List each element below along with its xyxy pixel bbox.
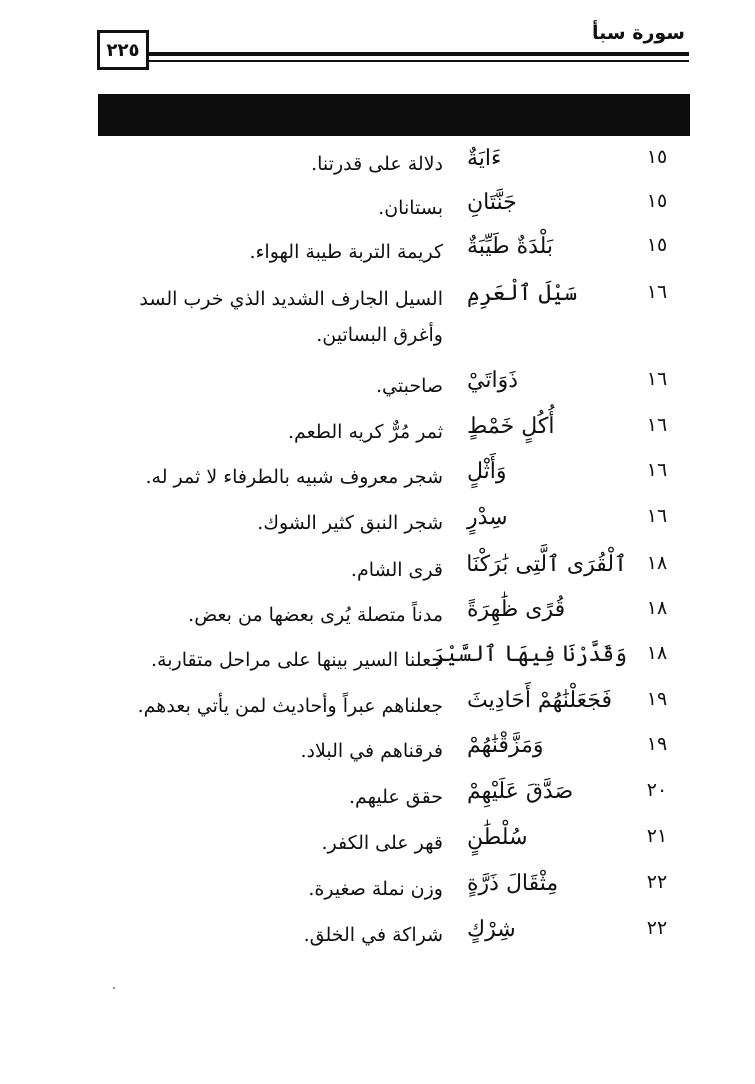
surah-title: سورة سبأ [592, 22, 685, 44]
quran-word: سُلْطَٰنٍ [467, 825, 528, 850]
word-meaning: قهر على الكفر. [321, 832, 443, 854]
quran-word: ذَوَاتَيْ [467, 368, 518, 393]
table-header-bar [98, 94, 690, 136]
verse-number: ١٨ [646, 597, 668, 619]
verse-number: ٢٢ [646, 871, 668, 893]
word-meaning: دلالة على قدرتنا. [311, 153, 443, 175]
verse-number: ١٦ [646, 459, 668, 481]
word-meaning: السيل الجارف الشديد الذي خرب السد وأغرق البساتين. [139, 288, 443, 346]
word-meaning: مدناً متصلة يُرى بعضها من بعض. [188, 604, 443, 626]
verse-number: ١٩ [646, 688, 668, 710]
quran-word: سَيْلَ ٱلْعَرِمِ [467, 281, 578, 306]
word-meaning: ثمر مُرٌّ كريه الطعم. [287, 421, 443, 443]
word-meaning: صاحبتي. [375, 375, 443, 397]
word-meaning: بستانان. [378, 197, 443, 219]
quran-word: وَأَثْلٍ [467, 459, 507, 484]
verse-number: ١٦ [646, 368, 668, 390]
quran-word: وَقَدَّرْنَا فِيهَا ٱلسَّيْرَ [432, 642, 627, 667]
verse-number: ٢١ [646, 825, 668, 847]
header-rule-thick [97, 52, 689, 56]
verse-number: ١٥ [646, 146, 668, 168]
word-meaning: شراكة في الخلق. [303, 924, 443, 946]
verse-number: ١٦ [646, 505, 668, 527]
word-meaning: وزن نملة صغيرة. [308, 878, 443, 900]
verse-number: ٢٠ [646, 779, 668, 801]
quran-word: وَمَزَّقْنَٰهُمْ [467, 733, 544, 758]
verse-number: ١٨ [646, 642, 668, 664]
page-number: ٢٢٥ [97, 30, 149, 70]
verse-number: ١٨ [646, 552, 668, 574]
quran-word: قُرًى ظَٰهِرَةً [467, 597, 566, 622]
quran-word: سِدْرٍ [467, 505, 508, 530]
word-meaning: قرى الشام. [350, 559, 443, 581]
quran-word: فَجَعَلْنَٰهُمْ أَحَادِيثَ [467, 688, 612, 713]
word-meaning: كريمة التربة طيبة الهواء. [249, 241, 443, 263]
quran-word: شِرْكٍ [467, 917, 516, 942]
quran-word: ٱلْقُرَى ٱلَّتِى بَٰرَكْنَا [466, 552, 627, 577]
quran-word: أُكُلٍ خَمْطٍ [467, 414, 555, 439]
quran-word: بَلْدَةٌ طَيِّبَةٌ [467, 234, 554, 259]
scan-speck [113, 987, 115, 989]
word-meaning: شجر النبق كثير الشوك. [257, 512, 443, 534]
word-meaning: حقق عليهم. [348, 786, 443, 808]
header-rule-thin [97, 60, 689, 62]
quran-word: ءَايَةٌ [467, 146, 502, 171]
verse-number: ١٩ [646, 733, 668, 755]
quran-word: مِثْقَالَ ذَرَّةٍ [467, 871, 559, 896]
verse-number: ١٥ [646, 234, 668, 256]
quran-word: جَنَّتَانِ [467, 190, 517, 215]
verse-number: ٢٢ [646, 917, 668, 939]
verse-number: ١٦ [646, 414, 668, 436]
word-meaning: شجر معروف شبيه بالطرفاء لا ثمر له. [145, 466, 443, 488]
word-meaning: جعلنا السير بينها على مراحل متقاربة. [151, 649, 443, 671]
verse-number: ١٥ [646, 190, 668, 212]
verse-number: ١٦ [646, 281, 668, 303]
word-meaning: فرقناهم في البلاد. [300, 740, 443, 762]
word-meaning: جعلناهم عبراً وأحاديث لمن يأتي بعدهم. [137, 695, 443, 717]
quran-word: صَدَّقَ عَلَيْهِمْ [467, 779, 574, 804]
